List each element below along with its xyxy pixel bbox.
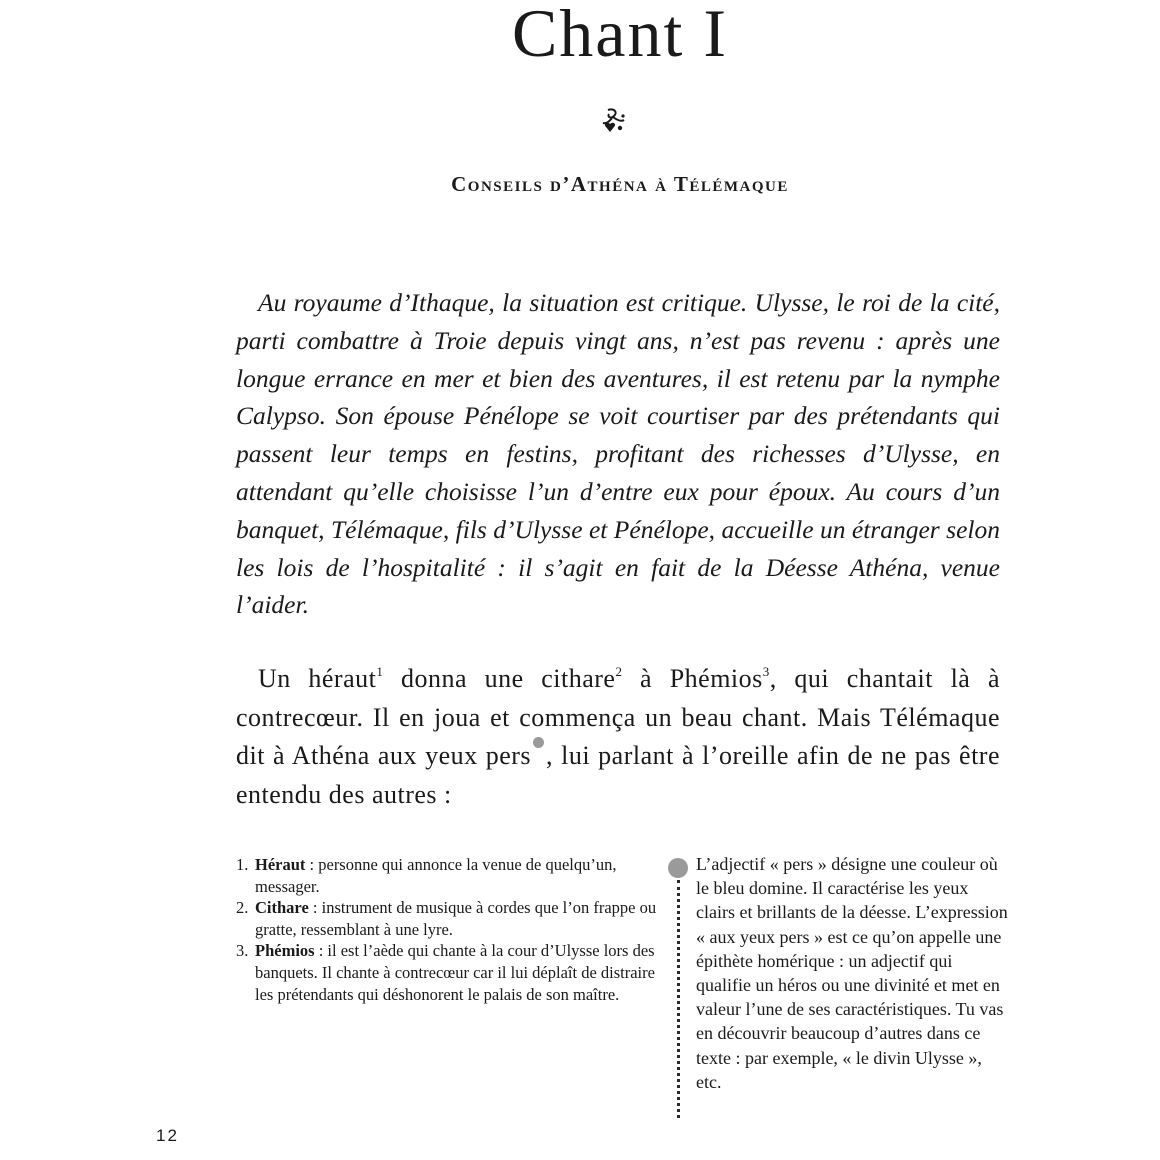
footnote-term: Héraut <box>255 855 306 874</box>
intro-summary: Au royaume d’Ithaque, la situation est critique. Ulysse, le roi de la cité, parti combattre à Troie depuis vingt ans, n’est pas revenu : après une longue errance en mer et bien des aventures, il est retenu par la nymphe Calypso. Son épouse Pénélope se voit courtiser par des prétendants qui passent leur temps en festins, profitant des richesses d’Ulysse, en attendant qu’elle choisisse l’un d’entre eux pour époux. Au cours d’un banquet, Télémaque, fils d’Ulysse et Pénélope, accueille un étranger selon les lois de l’hospitalité : il s’agit en fait de la Déesse Athéna, venue l’aider. <box>236 288 1000 620</box>
footnote-term: Phémios <box>255 941 315 961</box>
footnote-number: 2. <box>236 898 249 918</box>
text-segment: Un héraut <box>258 664 377 693</box>
dotted-rule <box>677 880 680 1118</box>
gloss-text: L’adjectif « pers » désigne une couleur où le bleu domine. Il caractérise les yeux clairs et brillants de la déesse. L’expression « aux yeux pers » est ce qu’on appelle une épithète homérique : un adjectif qui qualifie un héros ou une divinité et met en valeur l’une de ses caractéristiques. Tu vas en découvrir beaucoup d’autres dans ce texte : par exemple, « le divin Ulysse », etc. <box>696 854 1008 1092</box>
footnotes-list <box>236 854 666 1005</box>
footnote-ref-3: 3 <box>762 664 770 679</box>
footnote-term: Cithare <box>255 898 309 918</box>
chapter-title: Chant I <box>511 0 729 71</box>
page-number: 12 <box>156 1126 179 1145</box>
footnote-number: 1. <box>236 855 249 874</box>
footnote-ref-2: 2 <box>615 664 623 679</box>
gloss-marker-icon <box>533 737 544 748</box>
main-text <box>236 660 1000 814</box>
footnote-number: 3. <box>236 941 249 961</box>
text-segment: , lui parlant à l’oreille afin de ne pas être entendu des autres : <box>236 741 1001 809</box>
fleuron-icon <box>596 106 630 140</box>
footnote-definition: : instrument de musique à cordes que l’on frappe ou gratte, ressemblant à une lyre. <box>255 898 657 939</box>
text-segment: à Phémios <box>622 664 763 693</box>
text-segment: donna une cithare <box>383 664 616 693</box>
footnote-item <box>236 897 666 940</box>
footnote-ref-1: 1 <box>376 664 384 679</box>
footnote-item <box>236 854 666 897</box>
footnote-definition: : il est l’aède qui chante à la cour d’Ulysse lors des banquets. Il chante à contrecœur car il lui déplaît de distraire les prétendants qui déshonorent le palais de son maître. <box>255 941 655 1004</box>
text-segment: , qui chantait là à contrecœur. Il en joua et commença un beau chant. Mais Télémaque dit à Athéna aux yeux pers <box>236 664 1000 770</box>
chapter-subtitle: Conseils d’Athéna à Télémaque <box>451 172 789 196</box>
gloss-sidebar <box>668 852 1008 1117</box>
footnote-item <box>236 940 666 1005</box>
footnote-definition: : personne qui annonce la venue de quelqu’un, messager. <box>255 855 617 896</box>
gloss-bullet-icon <box>668 858 688 878</box>
